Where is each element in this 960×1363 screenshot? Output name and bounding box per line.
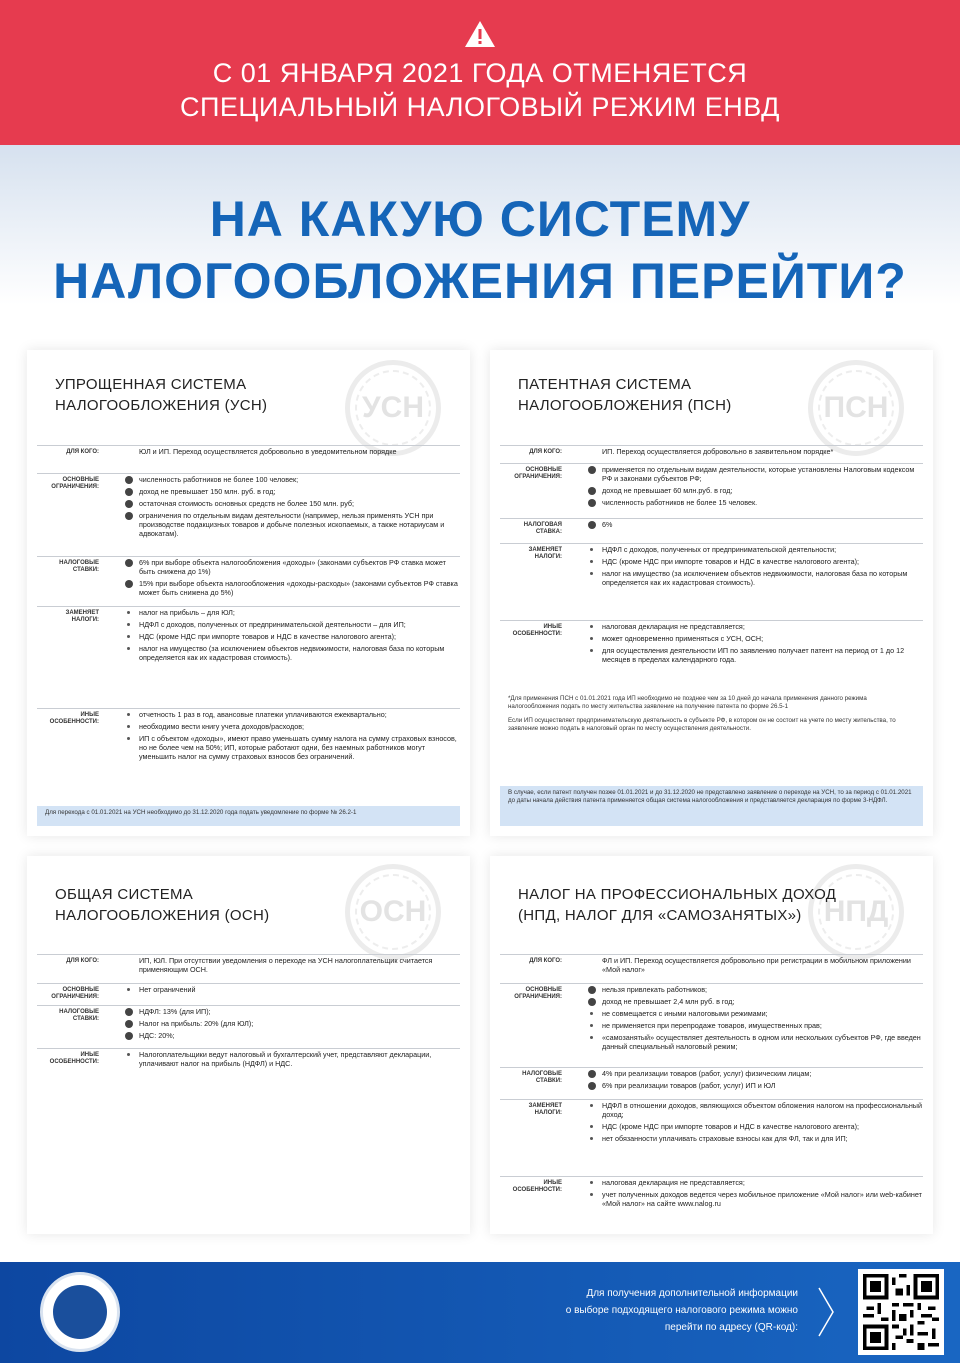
list-item: НДС (кроме НДС при импорте товаров и НДС в качестве налогового агента);: [586, 557, 923, 566]
warning-triangle-icon: [464, 20, 496, 48]
bullet-icon: [590, 649, 593, 652]
headline-line-1: НА КАКУЮ СИСТЕМУ: [209, 191, 751, 247]
percent-icon: [125, 1008, 133, 1016]
asset-icon: [125, 500, 133, 508]
usn-footnote: Для перехода с 01.01.2021 на УСН необходимо до 31.12.2020 года подать уведомление по форме № 26.2-1: [37, 806, 460, 826]
footer-info-text: Для получения дополнительной информации о выборе подходящего налогового режима можно перейти по адресу (QR-код):: [565, 1288, 798, 1333]
psn-sec-rate: НАЛОГОВАЯ СТАВКА: 6%: [500, 518, 923, 519]
list-item: остаточная стоимость основных средств не более 150 млн. руб;: [123, 499, 460, 508]
npd-sec-limits: ОСНОВНЫЕ ОГРАНИЧЕНИЯ: нельзя привлекать работников; доход не превышает 2,4 млн руб. в год; не совмещается с иными налоговыми режимами; не применяется при перепродаже товаров, имущественных прав; «самозанятый» осуществляет деятельность в одном или нескольких субъектов РФ, где введен данный специальный налоговый режим;: [500, 983, 923, 984]
list-item: ИП. Переход осуществляется добровольно в заявительном порядке*: [602, 447, 834, 456]
percent-icon: [125, 1020, 133, 1028]
list-item: не совмещается с иными налоговыми режимами;: [586, 1009, 923, 1018]
list-item: численность работников не более 15 человек.: [586, 498, 923, 507]
list-item: Налогоплательщики ведут налоговый и бухгалтерский учет, представляют декларации, уплачивают налог на прибыль (НДФЛ) и НДС.: [123, 1050, 460, 1068]
osn-title: ОБЩАЯ СИСТЕМА НАЛОГООБЛОЖЕНИЯ (ОСН): [55, 886, 270, 924]
fns-emblem-logo: [40, 1272, 120, 1352]
list-item: Налог на прибыль: 20% (для ЮЛ);: [123, 1019, 460, 1028]
list-item: налоговая декларация не представляется;: [586, 1178, 923, 1187]
list-item: НДС (кроме НДС при импорте товаров и НДС в качестве налогового агента);: [123, 632, 460, 641]
banner-line-2: СПЕЦИАЛЬНЫЙ НАЛОГОВЫЙ РЕЖИМ ЕНВД: [180, 92, 780, 122]
npd-watermark: НПД: [808, 864, 904, 960]
bullet-icon: [127, 647, 130, 650]
bullet-icon: [127, 737, 130, 740]
card-osn: [27, 856, 470, 1234]
list-item: нет обязанности уплачивать страховые взносы как для ФЛ, так и для ИП;: [586, 1134, 923, 1143]
list-item: ФЛ и ИП. Переход осуществляется добровольно при регистрации в мобильном приложении «Мой налог»: [602, 956, 911, 974]
usn-sec-for-whom: ДЛЯ КОГО: ЮЛ и ИП. Переход осуществляется добровольно в уведомительном порядке: [37, 445, 460, 446]
list-item: доход не превышает 60 млн.руб. в год;: [586, 486, 923, 495]
psn-sec-for-whom: ДЛЯ КОГО: ИП. Переход осуществляется добровольно в заявительном порядке*: [500, 445, 923, 446]
list-item: ограничения по отдельным видам деятельности (например, нельзя применять УСН при производстве подакцизных товаров и добыче полезных ископаемых, а также нотариусам и адвокатам).: [123, 511, 460, 538]
bullet-icon: [590, 1193, 593, 1196]
psn-footnote: В случае, если патент получен позже 01.01.2021 и до 31.12.2020 не представлено заявление о переходе на УСН, то за период с 01.01.2021 до даты начала действия патента применяется общая система налогообложения и представляется декларация по форме 3-НДФЛ.: [500, 786, 923, 826]
percent-icon: [125, 1032, 133, 1040]
list-item: доход не превышает 150 млн. руб. в год;: [123, 487, 460, 496]
psn-sec-limits: ОСНОВНЫЕ ОГРАНИЧЕНИЯ: применяется по отдельным видам деятельности, которые установлены Налоговым кодексом РФ и законами субъектов РФ; доход не превышает 60 млн.руб. в год; численность работников не более 15 человек.: [500, 463, 923, 464]
npd-sec-replaces: ЗАМЕНЯЕТ НАЛОГИ: НДФЛ в отношении доходов, являющихся объектом обложения налогом на профессиональный доход; НДС (кроме НДС при импорте товаров и НДС в качестве налогового агента); нет обязанности уплачивать страховые взносы как для ФЛ, так и для ИП;: [500, 1099, 923, 1100]
list-item: НДФЛ: 13% (для ИП);: [123, 1007, 460, 1016]
bullet-icon: [590, 1181, 593, 1184]
list-item: НДФЛ с доходов, полученных от предпринимательской деятельности – для ИП;: [123, 620, 460, 629]
list-item: ЮЛ и ИП. Переход осуществляется добровольно в уведомительном порядке: [139, 447, 397, 456]
usn-sec-replaces: ЗАМЕНЯЕТ НАЛОГИ: налог на прибыль – для ЮЛ; НДФЛ с доходов, полученных от предпринимательской деятельности – для ИП; НДС (кроме НДС при импорте товаров и НДС в качестве налогового агента); налог на имущество (за исключением объектов недвижимости, налоговая база по которым определяется как их кадастровая стоимость).: [37, 606, 460, 607]
restriction-icon: [125, 512, 133, 520]
list-item: НДФЛ в отношении доходов, являющихся объектом обложения налогом на профессиональный доход;: [586, 1101, 923, 1119]
bullet-icon: [590, 1024, 593, 1027]
list-item: НДС: 20%;: [123, 1031, 460, 1040]
list-item: численность работников не более 100 человек;: [123, 475, 460, 484]
card-npd: [490, 856, 933, 1234]
top-banner: [0, 0, 960, 145]
list-item: 15% при выборе объекта налогообложения «доходы-расходы» (законами субъектов РФ ставка может быть снижена до 5%): [123, 579, 460, 597]
list-item: отчетность 1 раз в год, авансовые платежи уплачиваются ежеквартально;: [123, 710, 460, 719]
psn-notes: *Для применения ПСН с 01.01.2021 года ИП необходимо не позднее чем за 10 дней до начала применения данного режима налогообложения подать по месту жительства заявление на получение патента по форме 26.5-1 Если ИП осуществляет предпринимательскую деятельность в субъекте РФ, в котором он не состоит на учете по месту жительства, то заявление можно подать в налоговый орган по месту осуществления деятельности.: [508, 695, 896, 732]
money-icon: [588, 487, 596, 495]
bullet-icon: [590, 625, 593, 628]
banner-line-1: С 01 ЯНВАРЯ 2021 ГОДА ОТМЕНЯЕТСЯ: [212, 58, 748, 88]
card-usn: [27, 350, 470, 836]
osn-sec-for-whom: ДЛЯ КОГО: ИП, ЮЛ. При отсутствии уведомления о переходе на УСН налогоплательщик считается применяющим ОСН.: [37, 954, 460, 955]
money-icon: [588, 998, 596, 1006]
npd-sec-other: ИНЫЕ ОСОБЕННОСТИ: налоговая декларация не представляется; учет полученных доходов ведется через мобильное приложение «Мой налог» или web-кабинет «Мой налог» на сайте www.nalog.ru: [500, 1176, 923, 1177]
list-item: необходимо вести книгу учета доходов/расходов;: [123, 722, 460, 731]
list-item: нельзя привлекать работников;: [586, 985, 923, 994]
emblem-eagle-icon: [53, 1285, 107, 1339]
percent-icon: [588, 1070, 596, 1078]
bullet-icon: [590, 637, 593, 640]
bullet-icon: [127, 713, 130, 716]
qr-code[interactable]: [858, 1269, 944, 1355]
list-item: 6% при реализации товаров (работ, услуг) ИП и ЮЛ: [586, 1081, 923, 1090]
psn-watermark: ПСН: [808, 360, 904, 456]
npd-sec-for-whom: ДЛЯ КОГО: ФЛ и ИП. Переход осуществляется добровольно при регистрации в мобильном приложении «Мой налог»: [500, 954, 923, 955]
percent-icon: [125, 559, 133, 567]
npd-title: НАЛОГ НА ПРОФЕССИОНАЛЬНЫХ ДОХОД (НПД, НАЛОГ ДЛЯ «САМОЗАНЯТЫХ»): [518, 886, 837, 924]
npd-sec-rates: НАЛОГОВЫЕ СТАВКИ: 4% при реализации товаров (работ, услуг) физическим лицам; 6% при реализации товаров (работ, услуг) ИП и ЮЛ: [500, 1067, 923, 1068]
bullet-icon: [590, 560, 593, 563]
bullet-icon: [590, 548, 593, 551]
list-item: ИП, ЮЛ. При отсутствии уведомления о переходе на УСН налогоплательщик считается применяющим ОСН.: [139, 956, 433, 974]
list-item: «самозанятый» осуществляет деятельность в одном или нескольких субъектов РФ, где введен данный специальный налоговый режим;: [586, 1033, 923, 1051]
people-icon: [588, 986, 596, 994]
list-item: доход не превышает 2,4 млн руб. в год;: [586, 997, 923, 1006]
list-item: 4% при реализации товаров (работ, услуг) физическим лицам;: [586, 1069, 923, 1078]
bullet-icon: [590, 1125, 593, 1128]
money-icon: [125, 488, 133, 496]
list-item: налог на имущество (за исключением объектов недвижимости, налоговая база по которым определяется как их кадастровая стоимость).: [123, 644, 460, 662]
bullet-icon: [127, 635, 130, 638]
bullet-icon: [590, 1012, 593, 1015]
list-item: налог на прибыль – для ЮЛ;: [123, 608, 460, 617]
osn-sec-limits: ОСНОВНЫЕ ОГРАНИЧЕНИЯ: Нет ограничений: [37, 983, 460, 984]
card-psn: [490, 350, 933, 836]
list-item: учет полученных доходов ведется через мобильное приложение «Мой налог» или web-кабинет «Мой налог» на сайте www.nalog.ru: [586, 1190, 923, 1208]
list-item: не применяется при перепродаже товаров, имущественных прав;: [586, 1021, 923, 1030]
bullet-icon: [590, 1104, 593, 1107]
bullet-icon: [127, 623, 130, 626]
psn-title: ПАТЕНТНАЯ СИСТЕМА НАЛОГООБЛОЖЕНИЯ (ПСН): [518, 376, 732, 414]
bullet-icon: [590, 572, 593, 575]
osn-sec-rates: НАЛОГОВЫЕ СТАВКИ: НДФЛ: 13% (для ИП); Налог на прибыль: 20% (для ЮЛ); НДС: 20%;: [37, 1005, 460, 1006]
bullet-icon: [127, 988, 130, 991]
list-item: 6% при выборе объекта налогообложения «доходы» (законами субъектов РФ ставка может быть снижена до 1%): [123, 558, 460, 576]
headline-line-2: НАЛОГООБЛОЖЕНИЯ ПЕРЕЙТИ?: [53, 253, 907, 309]
usn-sec-limits: ОСНОВНЫЕ ОГРАНИЧЕНИЯ: численность работников не более 100 человек; доход не превышает 150 млн. руб. в год; остаточная стоимость основных средств не более 150 млн. руб; ограничения по отдельным видам деятельности (например, нельзя применять УСН при производстве подакцизных товаров и добыче полезных ископаемых, а также нотариусам и адвокатам).: [37, 473, 460, 474]
percent-icon: [588, 521, 596, 529]
list-item: налоговая декларация не представляется;: [586, 622, 923, 631]
bullet-icon: [127, 725, 130, 728]
people-icon: [588, 499, 596, 507]
list-item: НДС (кроме НДС при импорте товаров и НДС в качестве налогового агента);: [586, 1122, 923, 1131]
list-item: налог на имущество (за исключением объектов недвижимости, налоговая база по которым определяется как их кадастровая стоимость).: [586, 569, 923, 587]
bullet-icon: [590, 1137, 593, 1140]
people-icon: [125, 476, 133, 484]
footer: [0, 1262, 960, 1363]
usn-sec-rates: НАЛОГОВЫЕ СТАВКИ: 6% при выборе объекта налогообложения «доходы» (законами субъектов РФ ставка может быть снижена до 1%) 15% при выборе объекта налогообложения «доходы-расходы» (законами субъектов РФ ставка может быть снижена до 5%): [37, 556, 460, 557]
list-item: применяется по отдельным видам деятельности, которые установлены Налоговым кодексом РФ и законами субъектов РФ;: [586, 465, 923, 483]
osn-watermark: ОСН: [345, 864, 441, 960]
bullet-icon: [590, 1036, 593, 1039]
usn-sec-other: ИНЫЕ ОСОБЕННОСТИ: отчетность 1 раз в год, авансовые платежи уплачиваются ежеквартально; необходимо вести книгу учета доходов/расходов; ИП с объектом «доходы», имеют право уменьшать сумму налога на сумму страховых взносов, но не более чем на 50%; ИП, которые работают одни, без наемных работников могут уменьшить налог на сумму страховых взносов без ограничений.: [37, 708, 460, 709]
usn-watermark: УСН: [345, 360, 441, 456]
psn-sec-other: ИНЫЕ ОСОБЕННОСТИ: налоговая декларация не представляется; может одновременно применяться с УСН, ОСН; для осуществления деятельности ИП по заявлению получает патент на период от 1 до 12 месяцев в пределах календарного года.: [500, 620, 923, 621]
usn-title: УПРОЩЕННАЯ СИСТЕМА НАЛОГООБЛОЖЕНИЯ (УСН): [55, 376, 268, 414]
bullet-icon: [127, 611, 130, 614]
list-item: 6%: [586, 520, 923, 529]
psn-sec-replaces: ЗАМЕНЯЕТ НАЛОГИ: НДФЛ с доходов, полученных от предпринимательской деятельности; НДС (кроме НДС при импорте товаров и НДС в качестве налогового агента); налог на имущество (за исключением объектов недвижимости, налоговая база по которым определяется как их кадастровая стоимость).: [500, 543, 923, 544]
list-item: НДФЛ с доходов, полученных от предпринимательской деятельности;: [586, 545, 923, 554]
warning-icon: [588, 466, 596, 474]
bullet-icon: [127, 1053, 130, 1056]
list-item: Нет ограничений: [123, 985, 460, 994]
list-item: ИП с объектом «доходы», имеют право уменьшать сумму налога на сумму страховых взносов, но не более чем на 50%; ИП, которые работают одни, без наемных работников могут уменьшить налог на сумму страховых взносов без ограничений.: [123, 734, 460, 761]
osn-sec-other: ИНЫЕ ОСОБЕННОСТИ: Налогоплательщики ведут налоговый и бухгалтерский учет, представляют декларации, уплачивают налог на прибыль (НДФЛ) и НДС.: [37, 1048, 460, 1049]
list-item: может одновременно применяться с УСН, ОСН;: [586, 634, 923, 643]
list-item: для осуществления деятельности ИП по заявлению получает патент на период от 1 до 12 месяцев в пределах календарного года.: [586, 646, 923, 664]
percent-icon: [588, 1082, 596, 1090]
chevron-right-icon: [816, 1286, 836, 1338]
percent-icon: [125, 580, 133, 588]
